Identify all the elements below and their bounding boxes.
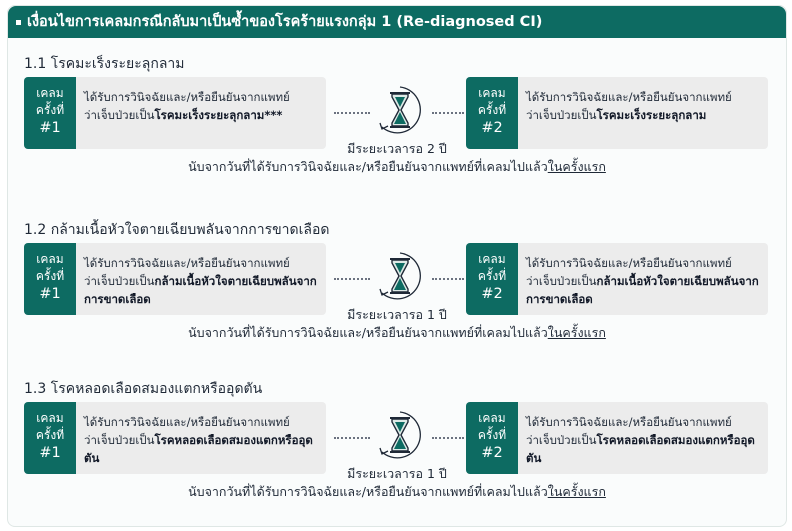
waiting-note <box>8 482 786 502</box>
waiting-period: มีระยะเวลารอ 1 ปี <box>347 307 447 322</box>
waiting-note <box>8 157 786 177</box>
waiting-period: มีระยะเวลารอ 2 ปี <box>347 141 447 156</box>
claim-prefix: ว่าเจ็บป่วยเป็น <box>84 108 155 122</box>
claim-disease: โรคหลอดเลือดสมองแตกหรืออุดตัน <box>84 433 313 465</box>
note-text: นับจากวันที่ได้รับการวินิจฉัยและ/หรือยืนยันจากแพทย์ที่เคลมไปแล้ว <box>188 159 548 174</box>
badge-number: #2 <box>481 445 503 461</box>
badge-sub: ครั้งที่ <box>477 428 507 442</box>
badge-label: เคลม <box>36 252 64 266</box>
dotted-connector <box>432 437 464 439</box>
claim-text <box>84 88 322 124</box>
conditions-panel <box>7 5 787 527</box>
claim-prefix: ว่าเจ็บป่วยเป็น <box>526 433 597 447</box>
section-title: 1.3 โรคหลอดเลือดสมองแตกหรืออุดตัน <box>24 381 263 397</box>
note-emphasis: ในครั้งแรก <box>547 159 606 174</box>
waiting-note <box>8 323 786 343</box>
panel-header <box>8 6 786 38</box>
claim-line: ได้รับการวินิจฉัยและ/หรือยืนยันจากแพทย์ <box>526 415 732 429</box>
dotted-connector <box>334 112 370 114</box>
claim-line: ได้รับการวินิจฉัยและ/หรือยืนยันจากแพทย์ <box>526 256 732 270</box>
badge-label: เคลม <box>36 86 64 100</box>
bullet-icon <box>16 20 21 25</box>
badge-sub: ครั้งที่ <box>35 269 65 283</box>
note-emphasis: ในครั้งแรก <box>547 484 606 499</box>
section-title: 1.1 โรคมะเร็งระยะลุกลาม <box>24 56 185 72</box>
dotted-connector <box>334 278 370 280</box>
badge-sub: ครั้งที่ <box>477 269 507 283</box>
claim-text <box>526 413 764 467</box>
claim-prefix: ว่าเจ็บป่วยเป็น <box>84 274 155 288</box>
dotted-connector <box>432 112 464 114</box>
claim-disease: โรคมะเร็งระยะลุกลาม <box>596 108 707 122</box>
claim-disease: โรคหลอดเลือดสมองแตกหรืออุดตัน <box>526 433 755 465</box>
panel-title: เงื่อนไขการเคลมกรณีกลับมาเป็นซ้ำของโรคร้ายแรงกลุ่ม 1 (Re-diagnosed CI) <box>27 14 543 30</box>
badge-label: เคลม <box>36 411 64 425</box>
claim-line: ได้รับการวินิจฉัยและ/หรือยืนยันจากแพทย์ <box>84 415 290 429</box>
badge-number: #2 <box>481 120 503 136</box>
section-stroke <box>8 378 786 528</box>
badge-sub: ครั้งที่ <box>477 103 507 117</box>
note-text: นับจากวันที่ได้รับการวินิจฉัยและ/หรือยืนยันจากแพทย์ที่เคลมไปแล้ว <box>188 484 548 499</box>
section-title: 1.2 กล้ามเนื้อหัวใจตายเฉียบพลันจากการขาดเลือด <box>24 222 330 238</box>
claim-disease: กล้ามเนื้อหัวใจตายเฉียบพลันจากการขาดเลือด <box>526 274 759 306</box>
section-heart <box>8 219 786 369</box>
claim-prefix: ว่าเจ็บป่วยเป็น <box>526 274 597 288</box>
claim-line: ได้รับการวินิจฉัยและ/หรือยืนยันจากแพทย์ <box>526 90 732 104</box>
claim-text <box>526 254 764 308</box>
badge-sub: ครั้งที่ <box>35 428 65 442</box>
hourglass-icon <box>368 81 432 139</box>
badge-label: เคลม <box>478 252 506 266</box>
claim-prefix: ว่าเจ็บป่วยเป็น <box>84 433 155 447</box>
dotted-connector <box>432 278 464 280</box>
claim-disease: โรคมะเร็งระยะลุกลาม*** <box>154 108 283 122</box>
badge-number: #1 <box>39 286 61 302</box>
badge-label: เคลม <box>478 86 506 100</box>
note-text: นับจากวันที่ได้รับการวินิจฉัยและ/หรือยืนยันจากแพทย์ที่เคลมไปแล้ว <box>188 325 548 340</box>
hourglass-icon <box>368 247 432 305</box>
claim-text <box>84 254 322 308</box>
badge-sub: ครั้งที่ <box>35 103 65 117</box>
badge-number: #2 <box>481 286 503 302</box>
badge-number: #1 <box>39 445 61 461</box>
claim-prefix: ว่าเจ็บป่วยเป็น <box>526 108 597 122</box>
claim-line: ได้รับการวินิจฉัยและ/หรือยืนยันจากแพทย์ <box>84 256 290 270</box>
dotted-connector <box>334 437 370 439</box>
section-cancer <box>8 53 786 203</box>
claim-text <box>526 88 764 124</box>
claim-text <box>84 413 322 467</box>
badge-label: เคลม <box>478 411 506 425</box>
hourglass-icon <box>368 406 432 464</box>
waiting-period: มีระยะเวลารอ 1 ปี <box>347 466 447 481</box>
note-emphasis: ในครั้งแรก <box>547 325 606 340</box>
badge-number: #1 <box>39 120 61 136</box>
claim-disease: กล้ามเนื้อหัวใจตายเฉียบพลันจากการขาดเลือด <box>84 274 317 306</box>
claim-line: ได้รับการวินิจฉัยและ/หรือยืนยันจากแพทย์ <box>84 90 290 104</box>
